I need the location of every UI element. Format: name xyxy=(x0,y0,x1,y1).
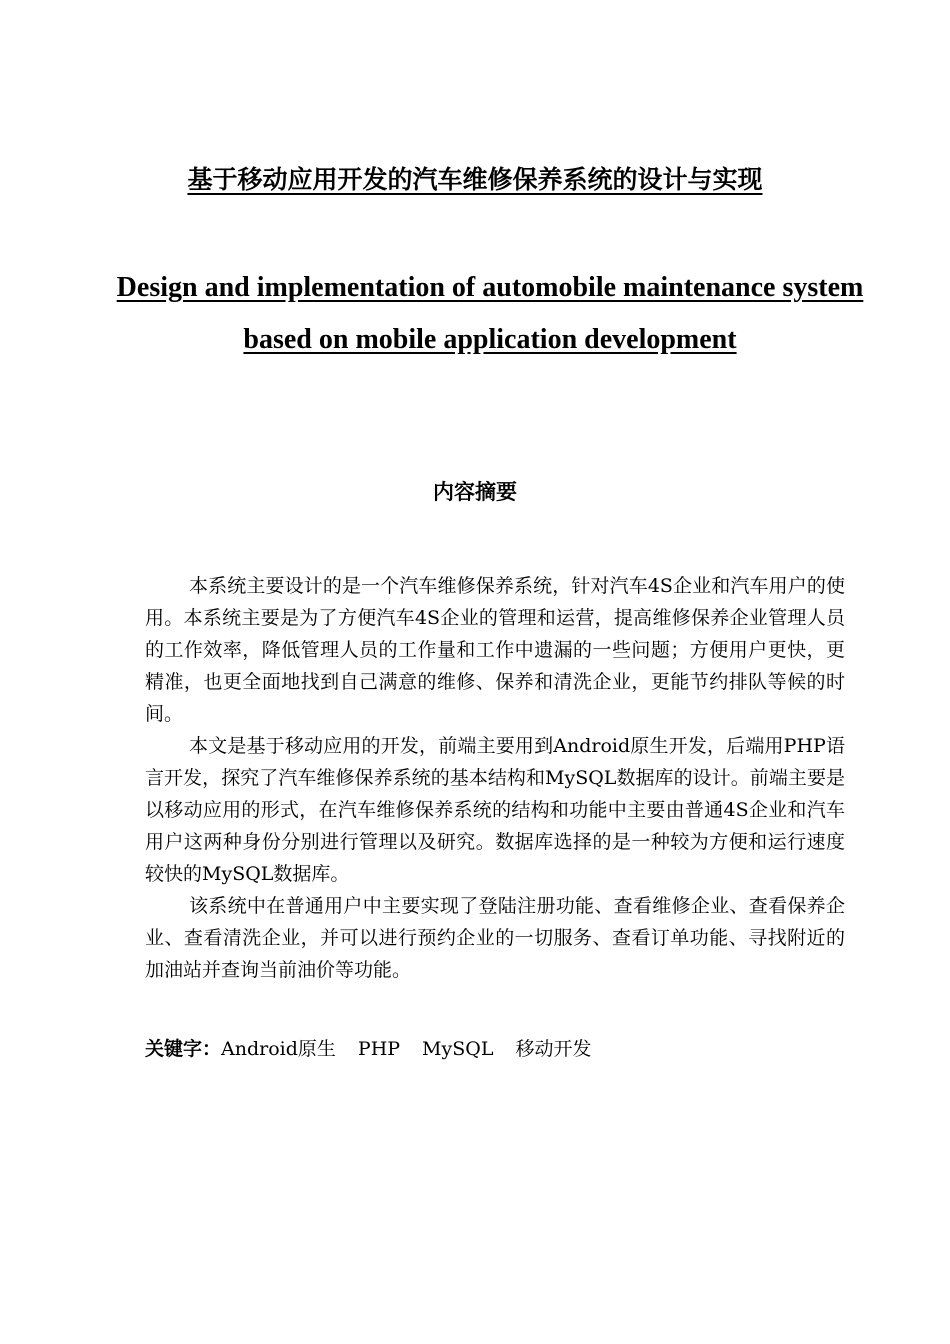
keywords-label: 关键字： xyxy=(145,1038,222,1060)
abstract-paragraph-2: 本文是基于移动应用的开发，前端主要用到Android原生开发，后端用PHP语言开发，探究了汽车维修保养系统的基本结构和MySQL数据库的设计。前端主要是以移动应用的形式，在汽车维修保养系统的结构和功能中主要由普通4S企业和汽车用户这两种身份分别进行管理以及研究。数据库选择的是一种较为方便和运行速度较快的MySQL数据库。 xyxy=(145,735,845,885)
keywords-line xyxy=(145,1033,845,1065)
keyword-item: Android原生 xyxy=(221,1038,336,1060)
keyword-item: 移动开发 xyxy=(515,1038,592,1060)
english-title xyxy=(100,262,880,366)
keyword-item: MySQL xyxy=(422,1038,494,1060)
chinese-title-text: 基于移动应用开发的汽车维修保养系统的设计与实现 xyxy=(187,165,763,194)
chinese-title xyxy=(0,160,950,200)
keyword-item: PHP xyxy=(357,1038,401,1060)
english-title-text: Design and implementation of automobile maintenance system based on mobile application development xyxy=(116,272,864,355)
abstract-paragraph-1: 本系统主要设计的是一个汽车维修保养系统，针对汽车4S企业和汽车用户的使用。本系统主要是为了方便汽车4S企业的管理和运营，提高维修保养企业管理人员的工作效率，降低管理人员的工作量和工作中遗漏的一些问题；方便用户更快，更精准，也更全面地找到自己满意的维修、保养和清洗企业，更能节约排队等候的时间。 xyxy=(145,575,845,725)
abstract-paragraph-3: 该系统中在普通用户中主要实现了登陆注册功能、查看维修企业、查看保养企业、查看清洗企业，并可以进行预约企业的一切服务、查看订单功能、寻找附近的加油站并查询当前油价等功能。 xyxy=(145,895,845,981)
abstract-body xyxy=(145,570,845,986)
abstract-heading: 内容摘要 xyxy=(433,480,517,504)
